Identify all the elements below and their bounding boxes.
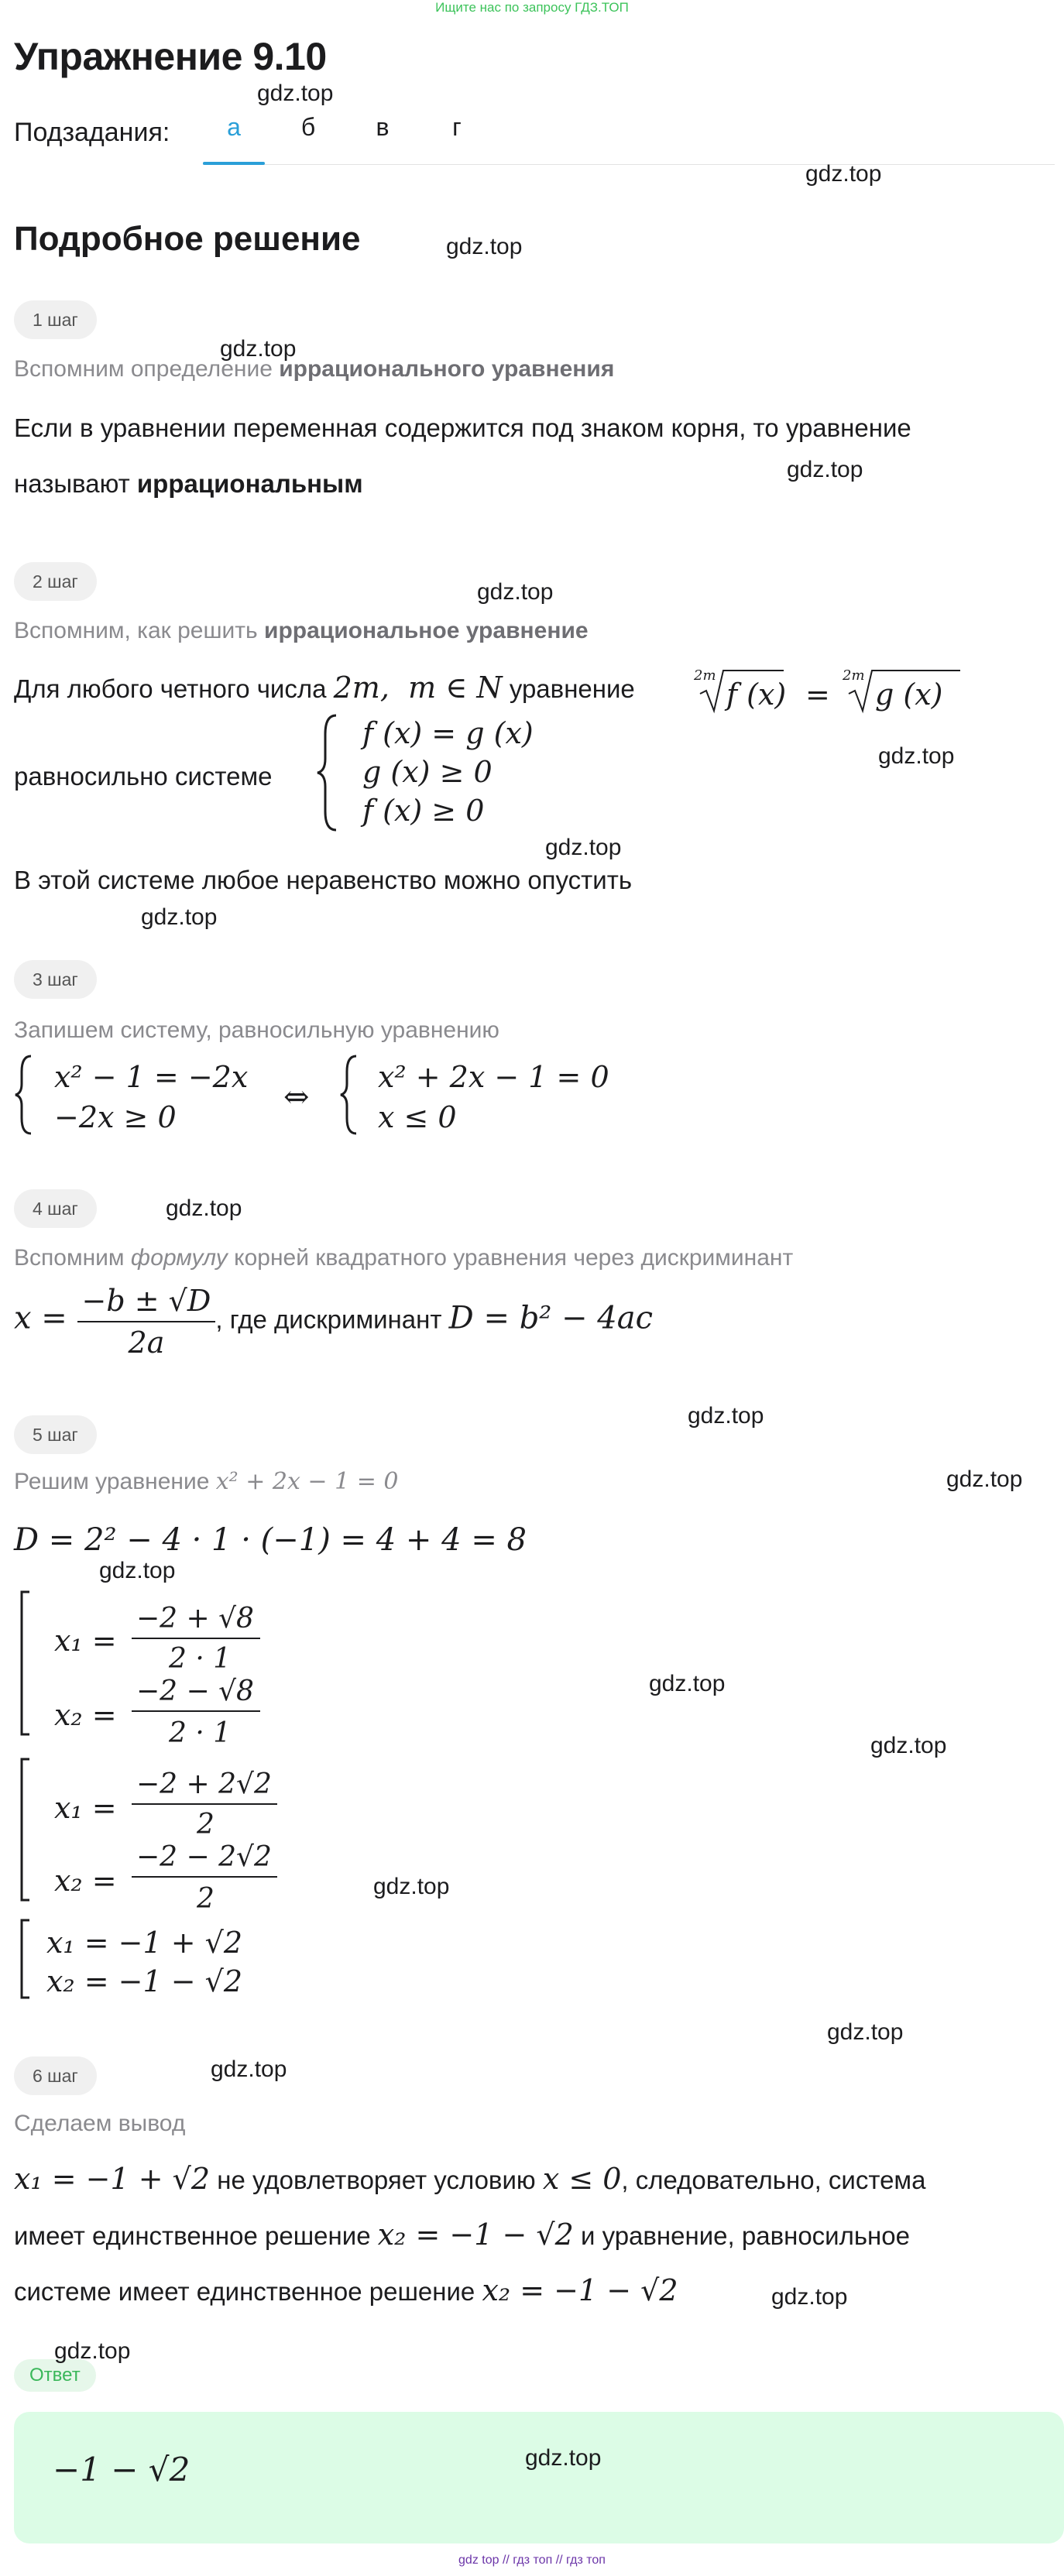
- tab-g[interactable]: г: [452, 113, 462, 141]
- watermark: gdz.top: [525, 2445, 602, 2471]
- svg-text:x² − 1 = −2x: x² − 1 = −2x: [54, 1060, 249, 1094]
- step-3-badge: 3 шаг: [14, 960, 97, 999]
- svg-text:2 · 1: 2 · 1: [169, 1717, 232, 1749]
- watermark: gdz.top: [166, 1195, 242, 1221]
- watermark: gdz.top: [878, 743, 955, 769]
- svg-text:f (x): f (x): [726, 677, 787, 712]
- answer-value: −1 − √2: [53, 2451, 190, 2489]
- equivalent-system: [316, 711, 571, 835]
- svg-text:2: 2: [197, 1883, 215, 1915]
- tab-b[interactable]: б: [300, 113, 316, 141]
- watermark: gdz.top: [771, 2284, 848, 2310]
- subtasks-label: Подзадания:: [14, 118, 170, 147]
- watermark: gdz.top: [946, 1466, 1023, 1492]
- step-4-badge: 4 шаг: [14, 1189, 97, 1228]
- svg-text:x₁ =: x₁ =: [54, 1791, 117, 1825]
- discriminant-calc: D = 2² − 4 · 1 · (−1) = 4 + 4 = 8: [14, 1522, 527, 1558]
- watermark: gdz.top: [373, 1874, 450, 1899]
- step-1-badge: 1 шаг: [14, 300, 97, 339]
- svg-text:x₂ =: x₂ =: [54, 1698, 117, 1732]
- step-6-line-3: системе имеет единственное решение x₂ = −1 − √2: [14, 2273, 678, 2307]
- svg-text:−2x ≥ 0: −2x ≥ 0: [54, 1100, 177, 1134]
- step-1-hint: Вспомним определение иррационального уравнения: [14, 356, 615, 382]
- svg-text:2m: 2m: [694, 667, 716, 684]
- page-title: Упражнение 9.10: [14, 35, 327, 78]
- watermark: gdz.top: [870, 1733, 947, 1758]
- footer-links[interactable]: gdz top // гдз топ // гдз топ: [458, 2554, 606, 2567]
- system-equivalence: [14, 1053, 633, 1138]
- step-1-line-2: называют иррациональным: [14, 469, 363, 498]
- step-6-badge: 6 шаг: [14, 2056, 97, 2095]
- svg-text:x₂ =: x₂ =: [54, 1864, 117, 1898]
- svg-text:x² + 2x − 1 = 0: x² + 2x − 1 = 0: [378, 1060, 609, 1094]
- watermark: gdz.top: [220, 336, 297, 362]
- watermark: gdz.top: [141, 904, 218, 930]
- step-6-line-1: x₁ = −1 + √2 не удовлетворяет условию x ≤ 0, следовательно, система: [14, 2162, 926, 2196]
- answer-badge: Ответ: [14, 2359, 96, 2392]
- root-equation: [689, 657, 983, 719]
- active-tab-indicator: [203, 162, 265, 165]
- step-5-badge: 5 шаг: [14, 1415, 97, 1454]
- quadratic-formula: x = $\frac{-b \pm √D}{2a}$ , где дискриминант D = b² − 4ac: [14, 1284, 653, 1360]
- step-2-note: В этой системе любое неравенство можно опустить: [14, 866, 633, 894]
- svg-text:f (x) ≥ 0: f (x) ≥ 0: [362, 794, 485, 828]
- step-6-line-2: имеет единственное решение x₂ = −1 − √2 и уравнение, равносильное: [14, 2218, 910, 2252]
- svg-text:x₁ =: x₁ =: [54, 1624, 117, 1658]
- step-2-system-label: равносильно системе: [14, 762, 273, 791]
- solution-heading: Подробное решение: [14, 220, 361, 258]
- tabs-divider: [203, 164, 1055, 165]
- step-1-line-1: Если в уравнении переменная содержится под знаком корня, то уравнение: [14, 413, 911, 442]
- svg-text:2 · 1: 2 · 1: [169, 1643, 232, 1675]
- watermark: gdz.top: [805, 161, 882, 187]
- roots-derivation: [14, 1587, 417, 2005]
- top-banner: Ищите нас по запросу ГДЗ.ТОП: [435, 0, 629, 15]
- watermark: gdz.top: [446, 234, 523, 259]
- svg-text:−2 + 2√2: −2 + 2√2: [136, 1768, 272, 1800]
- svg-text:⇔: ⇔: [283, 1079, 310, 1115]
- svg-text:x₂ = −1 − √2: x₂ = −1 − √2: [46, 1964, 243, 1998]
- watermark: gdz.top: [257, 81, 334, 106]
- step-2-badge: 2 шаг: [14, 562, 97, 601]
- svg-text:2: 2: [197, 1809, 215, 1840]
- watermark: gdz.top: [54, 2338, 131, 2364]
- watermark: gdz.top: [211, 2056, 287, 2082]
- watermark: gdz.top: [827, 2019, 904, 2045]
- svg-text:−2 − √8: −2 − √8: [136, 1676, 254, 1707]
- svg-text:−2 + √8: −2 + √8: [136, 1603, 254, 1634]
- answer-box: [14, 2412, 1064, 2543]
- svg-text:x₁ = −1 + √2: x₁ = −1 + √2: [46, 1926, 243, 1960]
- svg-text:x ≤ 0: x ≤ 0: [378, 1100, 457, 1134]
- svg-text:f (x) = g (x): f (x) = g (x): [362, 716, 534, 750]
- tab-a[interactable]: а: [227, 113, 241, 141]
- tab-v[interactable]: в: [376, 113, 390, 141]
- svg-text:2m: 2m: [843, 667, 865, 684]
- step-2-line-1: Для любого четного числа 2m, m ∈ N уравнение: [14, 671, 635, 705]
- svg-text:=: =: [805, 677, 830, 712]
- watermark: gdz.top: [649, 1671, 726, 1696]
- svg-text:g (x): g (x): [875, 677, 943, 712]
- watermark: gdz.top: [545, 835, 622, 860]
- watermark: gdz.top: [99, 1558, 176, 1583]
- step-5-hint: Решим уравнение x² + 2x − 1 = 0: [14, 1468, 399, 1495]
- step-4-hint: Вспомним формулу корней квадратного уравнения через дискриминант: [14, 1245, 794, 1271]
- step-6-hint: Сделаем вывод: [14, 2111, 186, 2136]
- watermark: gdz.top: [477, 579, 554, 605]
- step-2-hint: Вспомним, как решить иррациональное уравнение: [14, 618, 589, 643]
- watermark: gdz.top: [787, 457, 863, 482]
- watermark: gdz.top: [688, 1403, 764, 1429]
- svg-text:−2 − 2√2: −2 − 2√2: [136, 1841, 272, 1873]
- svg-text:g (x) ≥ 0: g (x) ≥ 0: [362, 755, 493, 789]
- step-3-hint: Запишем систему, равносильную уравнению: [14, 1017, 499, 1043]
